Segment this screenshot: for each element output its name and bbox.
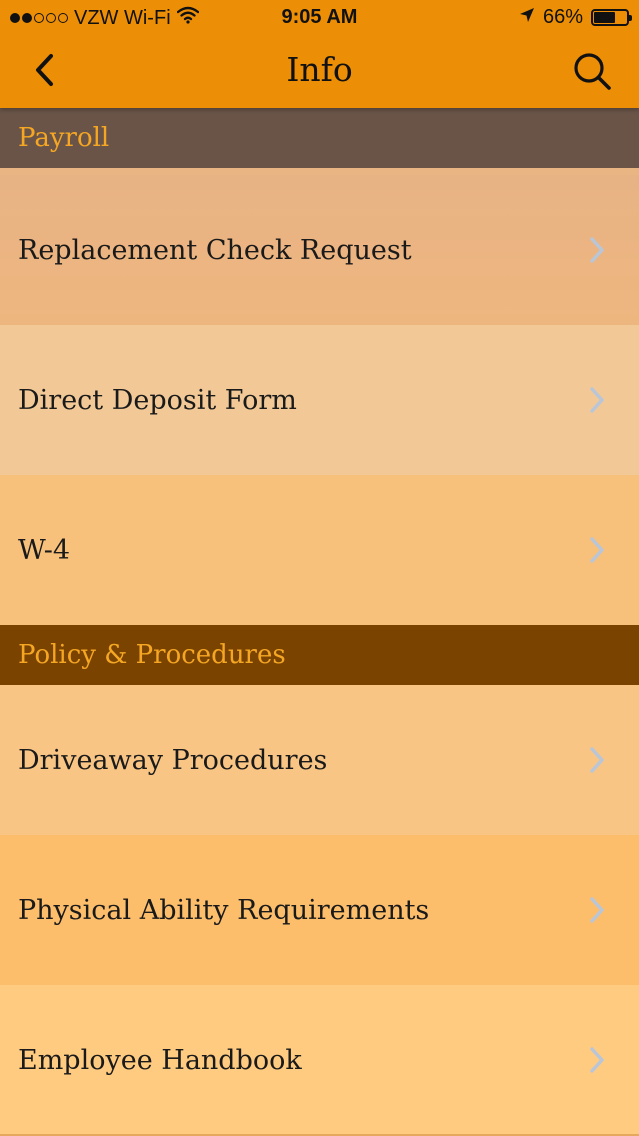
section-header-policy-procedures: Policy & Procedures xyxy=(0,625,639,685)
list-item-physical-ability-requirements[interactable] xyxy=(0,835,639,985)
list-item-employee-handbook[interactable] xyxy=(0,985,639,1135)
top-bar xyxy=(0,0,639,108)
search-button[interactable] xyxy=(571,50,613,92)
chevron-right-icon xyxy=(589,746,605,774)
status-right xyxy=(519,6,629,29)
search-icon xyxy=(572,51,612,91)
list-item-label: Employee Handbook xyxy=(18,1044,302,1076)
list-item-direct-deposit-form[interactable] xyxy=(0,325,639,475)
chevron-right-icon xyxy=(589,386,605,414)
status-time: 9:05 AM xyxy=(281,6,358,28)
chevron-right-icon xyxy=(589,896,605,924)
status-bar xyxy=(0,0,639,36)
info-list[interactable] xyxy=(0,108,639,1136)
battery-icon xyxy=(591,9,629,26)
location-arrow-icon xyxy=(519,6,535,29)
list-item-replacement-check-request[interactable] xyxy=(0,175,639,325)
list-item-label: Physical Ability Requirements xyxy=(18,894,430,926)
carrier-label: VZW Wi-Fi xyxy=(74,6,171,29)
chevron-right-icon xyxy=(589,236,605,264)
navigation-bar xyxy=(0,36,639,108)
page-title: Info xyxy=(286,50,353,89)
list-item-w4[interactable] xyxy=(0,475,639,625)
list-item-label: Driveaway Procedures xyxy=(18,744,328,776)
chevron-right-icon xyxy=(589,1046,605,1074)
list-item-label: Direct Deposit Form xyxy=(18,384,297,416)
list-item-driveaway-procedures[interactable] xyxy=(0,685,639,835)
battery-percent: 66% xyxy=(542,6,583,28)
list-item-label: W-4 xyxy=(18,534,71,566)
chevron-right-icon xyxy=(589,536,605,564)
battery-fill xyxy=(594,12,615,23)
list-item-label: Replacement Check Request xyxy=(18,234,412,266)
section-divider xyxy=(0,168,639,175)
section-header-payroll: Payroll xyxy=(0,108,639,168)
